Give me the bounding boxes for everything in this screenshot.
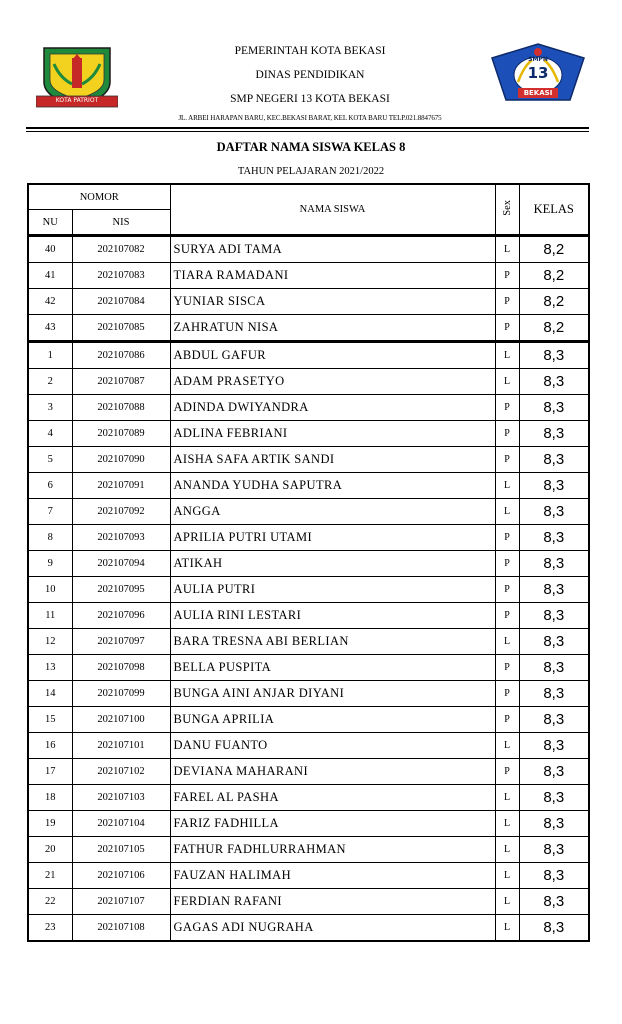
row-nama: ADINDA DWIYANDRA <box>170 395 495 421</box>
col-header-sex <box>495 184 519 236</box>
row-nis: 202107107 <box>72 889 170 915</box>
row-nama: FAUZAN HALIMAH <box>170 863 495 889</box>
table-row <box>28 577 589 603</box>
row-nu: 6 <box>28 473 72 499</box>
row-nu: 2 <box>28 369 72 395</box>
row-nama: BARA TRESNA ABI BERLIAN <box>170 629 495 655</box>
row-nu: 11 <box>28 603 72 629</box>
row-sex: P <box>495 603 519 629</box>
row-nama: BUNGA AINI ANJAR DIYANI <box>170 681 495 707</box>
row-kelas: 8,3 <box>519 733 589 759</box>
logo-right-number: 13 <box>527 64 549 82</box>
row-nis: 202107089 <box>72 421 170 447</box>
row-nu: 8 <box>28 525 72 551</box>
row-kelas: 8,3 <box>519 889 589 915</box>
table-row <box>28 525 589 551</box>
row-nis: 202107095 <box>72 577 170 603</box>
row-kelas: 8,3 <box>519 759 589 785</box>
row-kelas: 8,2 <box>519 263 589 289</box>
table-row <box>28 863 589 889</box>
row-sex: L <box>495 811 519 837</box>
logo-right-banner-text: BEKASI <box>523 89 553 97</box>
row-nu: 40 <box>28 236 72 263</box>
table-row <box>28 421 589 447</box>
row-kelas: 8,3 <box>519 837 589 863</box>
row-nu: 42 <box>28 289 72 315</box>
row-nu: 22 <box>28 889 72 915</box>
table-row <box>28 811 589 837</box>
row-kelas: 8,3 <box>519 421 589 447</box>
table-row <box>28 915 589 942</box>
col-header-nama: NAMA SISWA <box>170 184 495 236</box>
col-header-nomor: NOMOR <box>28 184 170 210</box>
row-nu: 17 <box>28 759 72 785</box>
col-header-nis: NIS <box>72 210 170 236</box>
row-nis: 202107084 <box>72 289 170 315</box>
row-nama: AULIA RINI LESTARI <box>170 603 495 629</box>
row-nama: FATHUR FADHLURRAHMAN <box>170 837 495 863</box>
row-nis: 202107083 <box>72 263 170 289</box>
row-nu: 10 <box>28 577 72 603</box>
table-row <box>28 289 589 315</box>
row-nis: 202107096 <box>72 603 170 629</box>
table-row <box>28 315 589 342</box>
row-sex: P <box>495 655 519 681</box>
row-sex: P <box>495 421 519 447</box>
table-row <box>28 499 589 525</box>
header-government: PEMERINTAH KOTA BEKASI <box>234 45 386 57</box>
row-nama: TIARA RAMADANI <box>170 263 495 289</box>
row-sex: P <box>495 289 519 315</box>
row-nama: DANU FUANTO <box>170 733 495 759</box>
row-nis: 202107091 <box>72 473 170 499</box>
table-row <box>28 369 589 395</box>
row-kelas: 8,3 <box>519 369 589 395</box>
row-nama: ATIKAH <box>170 551 495 577</box>
row-nama: ANANDA YUDHA SAPUTRA <box>170 473 495 499</box>
row-nama: ANGGA <box>170 499 495 525</box>
row-nis: 202107094 <box>72 551 170 577</box>
table-row <box>28 707 589 733</box>
row-nu: 13 <box>28 655 72 681</box>
row-kelas: 8,3 <box>519 863 589 889</box>
row-sex: P <box>495 759 519 785</box>
row-nu: 23 <box>28 915 72 942</box>
table-row <box>28 759 589 785</box>
row-sex: P <box>495 551 519 577</box>
row-nis: 202107100 <box>72 707 170 733</box>
row-sex: P <box>495 525 519 551</box>
row-sex: L <box>495 629 519 655</box>
row-nis: 202107093 <box>72 525 170 551</box>
table-row <box>28 655 589 681</box>
row-nama: FARIZ FADHILLA <box>170 811 495 837</box>
row-sex: P <box>495 395 519 421</box>
col-header-sex-label: Sex <box>501 200 513 216</box>
row-kelas: 8,3 <box>519 473 589 499</box>
row-nama: ABDUL GAFUR <box>170 342 495 369</box>
logo-right-top-text: SMPN <box>528 56 548 63</box>
row-nu: 9 <box>28 551 72 577</box>
row-nama: AULIA PUTRI <box>170 577 495 603</box>
row-sex: L <box>495 889 519 915</box>
header-rule-thick <box>26 127 589 129</box>
row-kelas: 8,3 <box>519 499 589 525</box>
document-subtitle: TAHUN PELAJARAN 2021/2022 <box>237 166 385 177</box>
row-nu: 21 <box>28 863 72 889</box>
table-row <box>28 681 589 707</box>
row-nis: 202107105 <box>72 837 170 863</box>
row-nama: BUNGA APRILIA <box>170 707 495 733</box>
row-sex: P <box>495 315 519 342</box>
row-nu: 16 <box>28 733 72 759</box>
row-nu: 3 <box>28 395 72 421</box>
row-nama: FERDIAN RAFANI <box>170 889 495 915</box>
row-nu: 4 <box>28 421 72 447</box>
row-kelas: 8,3 <box>519 811 589 837</box>
bekasi-city-logo <box>36 44 118 110</box>
row-kelas: 8,3 <box>519 342 589 369</box>
row-sex: L <box>495 785 519 811</box>
row-kelas: 8,2 <box>519 236 589 263</box>
row-nama: YUNIAR SISCA <box>170 289 495 315</box>
header-department: DINAS PENDIDIKAN <box>255 69 365 81</box>
row-nu: 43 <box>28 315 72 342</box>
row-kelas: 8,2 <box>519 289 589 315</box>
header-rule-thin <box>26 131 589 132</box>
row-nis: 202107087 <box>72 369 170 395</box>
row-nis: 202107085 <box>72 315 170 342</box>
header-school-name: SMP NEGERI 13 KOTA BEKASI <box>230 93 390 105</box>
row-kelas: 8,3 <box>519 655 589 681</box>
row-nis: 202107097 <box>72 629 170 655</box>
table-row <box>28 263 589 289</box>
row-nama: ADLINA FEBRIANI <box>170 421 495 447</box>
table-row <box>28 236 589 263</box>
table-row <box>28 447 589 473</box>
row-nis: 202107090 <box>72 447 170 473</box>
row-nis: 202107103 <box>72 785 170 811</box>
row-nis: 202107101 <box>72 733 170 759</box>
row-nu: 19 <box>28 811 72 837</box>
row-sex: P <box>495 707 519 733</box>
row-nu: 15 <box>28 707 72 733</box>
row-sex: L <box>495 236 519 263</box>
row-kelas: 8,2 <box>519 315 589 342</box>
row-sex: L <box>495 863 519 889</box>
row-nis: 202107082 <box>72 236 170 263</box>
row-nama: APRILIA PUTRI UTAMI <box>170 525 495 551</box>
row-nama: BELLA PUSPITA <box>170 655 495 681</box>
table-row <box>28 733 589 759</box>
row-nu: 20 <box>28 837 72 863</box>
row-nis: 202107108 <box>72 915 170 942</box>
row-sex: L <box>495 473 519 499</box>
row-nama: GAGAS ADI NUGRAHA <box>170 915 495 942</box>
row-sex: L <box>495 499 519 525</box>
row-nama: ADAM PRASETYO <box>170 369 495 395</box>
row-nu: 5 <box>28 447 72 473</box>
row-kelas: 8,3 <box>519 681 589 707</box>
row-sex: P <box>495 681 519 707</box>
row-nis: 202107104 <box>72 811 170 837</box>
row-kelas: 8,3 <box>519 577 589 603</box>
row-sex: L <box>495 733 519 759</box>
row-nis: 202107099 <box>72 681 170 707</box>
header-address: JL. ARBEI HARAPAN BARU, KEC.BEKASI BARAT, KEL KOTA BARU TELP.021.8847675 <box>178 114 442 122</box>
row-nu: 7 <box>28 499 72 525</box>
row-kelas: 8,3 <box>519 525 589 551</box>
row-kelas: 8,3 <box>519 915 589 942</box>
row-kelas: 8,3 <box>519 707 589 733</box>
school-logo <box>488 42 588 108</box>
col-header-kelas: KELAS <box>519 184 589 236</box>
row-nis: 202107086 <box>72 342 170 369</box>
row-nis: 202107106 <box>72 863 170 889</box>
row-nu: 12 <box>28 629 72 655</box>
row-sex: L <box>495 837 519 863</box>
row-nama: ZAHRATUN NISA <box>170 315 495 342</box>
row-sex: P <box>495 577 519 603</box>
student-table <box>27 183 590 942</box>
row-sex: P <box>495 447 519 473</box>
document-title: DAFTAR NAMA SISWA KELAS 8 <box>216 140 406 154</box>
row-nis: 202107088 <box>72 395 170 421</box>
col-header-nu: NU <box>28 210 72 236</box>
row-nama: AISHA SAFA ARTIK SANDI <box>170 447 495 473</box>
table-row <box>28 785 589 811</box>
table-row <box>28 473 589 499</box>
row-nu: 18 <box>28 785 72 811</box>
row-kelas: 8,3 <box>519 395 589 421</box>
row-nama: FAREL AL PASHA <box>170 785 495 811</box>
row-nu: 14 <box>28 681 72 707</box>
row-nis: 202107102 <box>72 759 170 785</box>
table-row <box>28 603 589 629</box>
row-sex: L <box>495 915 519 942</box>
row-nama: SURYA ADI TAMA <box>170 236 495 263</box>
row-nis: 202107098 <box>72 655 170 681</box>
row-kelas: 8,3 <box>519 785 589 811</box>
table-row <box>28 395 589 421</box>
row-nu: 41 <box>28 263 72 289</box>
table-row <box>28 889 589 915</box>
table-row <box>28 342 589 369</box>
row-sex: P <box>495 263 519 289</box>
table-row <box>28 629 589 655</box>
row-kelas: 8,3 <box>519 447 589 473</box>
row-nu: 1 <box>28 342 72 369</box>
row-nis: 202107092 <box>72 499 170 525</box>
row-kelas: 8,3 <box>519 551 589 577</box>
logo-left-banner-text: KOTA PATRIOT <box>55 97 99 104</box>
row-sex: L <box>495 369 519 395</box>
row-sex: L <box>495 342 519 369</box>
table-row <box>28 837 589 863</box>
table-row <box>28 551 589 577</box>
row-kelas: 8,3 <box>519 629 589 655</box>
row-kelas: 8,3 <box>519 603 589 629</box>
row-nama: DEVIANA MAHARANI <box>170 759 495 785</box>
